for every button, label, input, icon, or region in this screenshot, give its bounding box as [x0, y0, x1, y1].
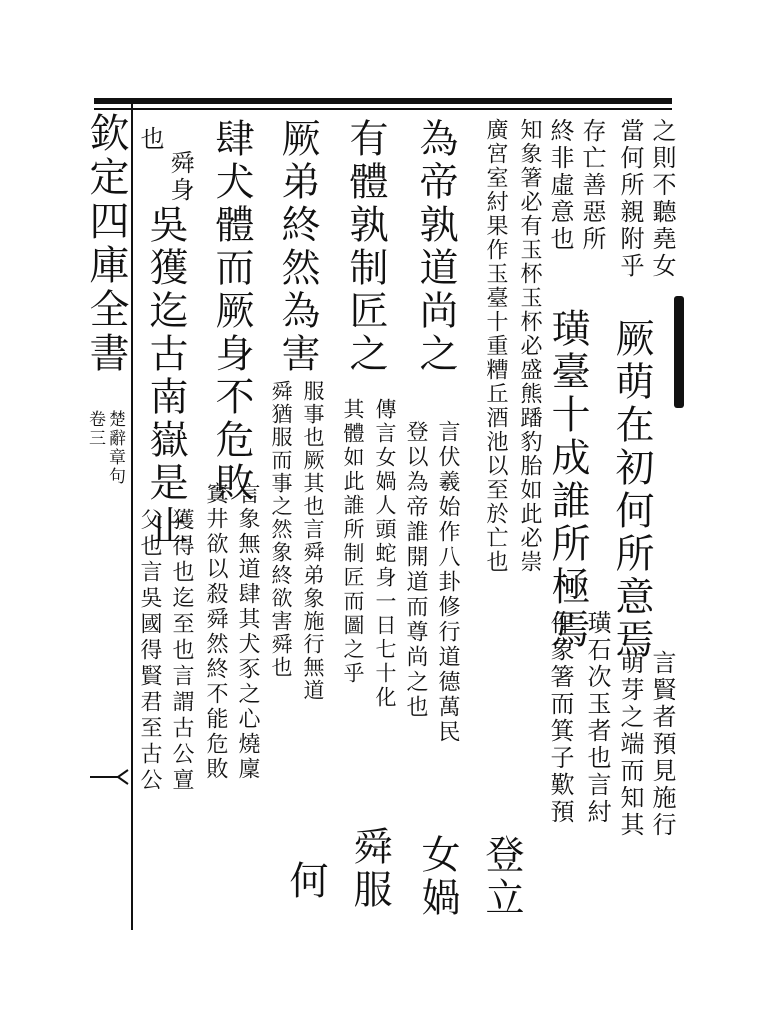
text-column: 知象箸必有玉杯玉杯必盛熊蹯豹胎如此必崇: [517, 118, 542, 574]
text-column-main: 有體孰制匠之: [343, 118, 388, 376]
text-column-main: 舜服: [347, 826, 392, 912]
text-column-main: 何: [283, 860, 328, 903]
text-column-main: 璜臺十成誰所極焉: [545, 308, 590, 652]
margin-divider-rule: [131, 100, 133, 930]
fold-mark: [674, 296, 684, 408]
volume-label: 卷三: [85, 410, 105, 448]
text-column-main: 吳獲迄古南嶽是止: [143, 204, 188, 548]
fish-tail-mark: [88, 768, 134, 786]
text-column: 也: [136, 126, 164, 153]
top-border-rule: [94, 98, 672, 104]
text-column: 獲得也迄至也言謂古公亶: [169, 508, 194, 794]
text-column: 父也言吳國得賢君至古公: [137, 508, 162, 794]
book-name-label: 楚辭章句: [105, 410, 125, 486]
top-border-rule-thin: [94, 108, 672, 110]
text-column-main: 肆犬體而厥身不危敗: [209, 118, 254, 505]
text-column: 言賢者預見施行: [648, 650, 676, 839]
text-column: 舜身: [166, 150, 194, 204]
text-column: 窴井欲以殺舜然終不能危敗: [203, 482, 228, 782]
text-column: 服事也厥其也言舜弟象施行無道: [301, 380, 325, 702]
text-column: 當何所親附乎: [616, 118, 644, 280]
text-column-main: 為帝孰道尚之: [413, 118, 458, 376]
text-column: 傳言女媧人頭蛇身一日七十化: [373, 398, 397, 710]
text-column: 其體如此誰所制匠而圖之乎: [341, 398, 365, 686]
text-column: 言伏羲始作八卦修行道德萬民: [435, 420, 460, 745]
text-column-main: 厥弟終然為害: [275, 118, 320, 376]
text-column-main: 女媧: [415, 834, 460, 920]
text-column: 登以為帝誰開道而尊尚之也: [403, 420, 428, 720]
text-column: 言象無道肆其犬豕之心燒廩: [235, 482, 260, 782]
text-column: 璜石次玉者也言紂: [583, 610, 611, 826]
text-column: 萌芽之端而知其: [616, 650, 644, 839]
text-column: 終非虛意也: [546, 118, 574, 253]
text-column: 作象箸而箕子歎預: [546, 610, 574, 826]
text-column: 舜猶服而事之然象終欲害舜也: [269, 380, 293, 679]
text-column: 之則不聽堯女: [648, 118, 676, 280]
book-title: 欽定四庫全書: [83, 112, 129, 376]
text-column-main: 厥萌在初何所意焉: [609, 318, 654, 662]
text-column: 存亡善惡所: [578, 118, 606, 253]
text-column: 廣宮室紂果作玉臺十重糟丘酒池以至於亡也: [483, 118, 508, 574]
text-column-main: 登立: [479, 834, 524, 920]
